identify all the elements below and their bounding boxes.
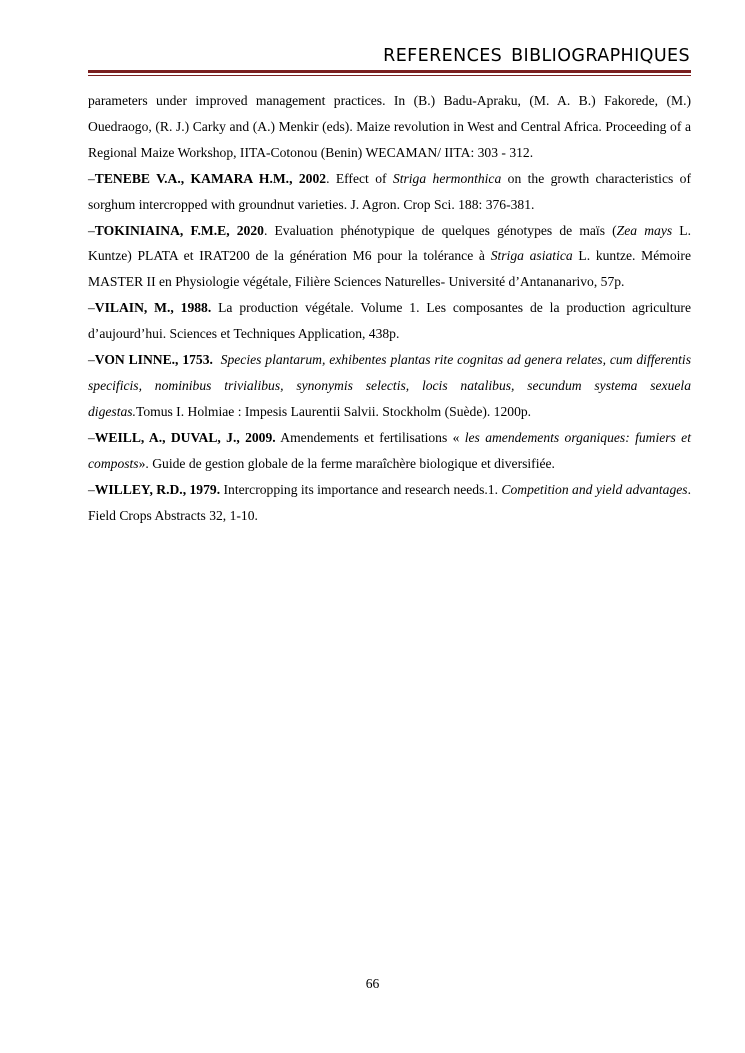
reference-author: VILAIN, M., 1988.	[94, 300, 212, 316]
reference-author: WEILL, A., DUVAL, J., 2009.	[94, 429, 276, 445]
reference-text: L. Kuntze) PLATA et IRAT200 de la génération M6 pour la tolérance à	[88, 222, 692, 264]
reference-text: Intercropping its importance and research needs.1.	[220, 481, 502, 497]
reference-italic: Competition and yield advantages	[501, 481, 688, 497]
reference-text: La production végétale. Volume 1. Les composantes de la production agriculture d’aujourd’hui. Sciences et Techniques Application, 438p.	[88, 300, 691, 342]
reference-dash: –	[88, 352, 95, 368]
reference-dash: –	[88, 429, 95, 445]
reference-italic: Striga asiatica	[490, 248, 573, 264]
reference-text: . Effect of	[326, 170, 393, 186]
reference-dash: –	[88, 170, 95, 186]
header-rule-thick	[88, 70, 691, 73]
reference-entry	[88, 477, 691, 529]
reference-text: on the growth characteristics of sorghum intercropped with groundnut varieties. J. Agron. Crop Sci. 188: 376-381.	[88, 170, 691, 212]
reference-text: . Field Crops Abstracts 32, 1-10.	[88, 481, 691, 523]
reference-text: . Evaluation phénotypique de quelques génotypes de maïs (	[263, 222, 617, 238]
reference-entry	[88, 218, 691, 296]
reference-italic: Species plantarum, exhibentes plantas rite cognitas ad genera relates, cum differentis specificis, nominibus trivialibus, synonymis selectis, locis natalibus, secundum systema sexuela digestas.	[88, 352, 692, 419]
reference-entry	[88, 425, 691, 477]
reference-list	[88, 88, 691, 528]
reference-author: TOKINIAINA, F.M.E, 2020	[94, 222, 264, 238]
reference-text: L. kuntze. Mémoire MASTER II en Physiologie végétale, Filière Sciences Naturelles- Université d’Antananarivo, 57p.	[88, 248, 691, 290]
reference-dash: –	[88, 222, 95, 238]
reference-entry	[88, 295, 691, 347]
reference-italic: les amendements organiques: fumiers et composts	[88, 429, 691, 471]
reference-italic: Zea mays	[616, 222, 673, 238]
header-rule-thin	[88, 75, 691, 76]
reference-continuation: parameters under improved management practices. In (B.) Badu-Apraku, (M. A. B.) Fakorede, (M.) Ouedraogo, (R. J.) Carky and (A.) Menkir (eds). Maize revolution in West and Central Africa. Proceeding of a Regional Maize Workshop, IITA-Cotonou (Benin) WECAMAN/ IITA: 303 - 312.	[88, 93, 691, 160]
header-title: REFERENCES BIBLIOGRAPHIQUES	[383, 46, 690, 66]
reference-text: Tomus I. Holmiae : Impesis Laurentii Salvii. Stockholm (Suède). 1200p.	[135, 403, 532, 419]
reference-text: ». Guide de gestion globale de la ferme maraîchère biologique et diversifiée.	[138, 455, 555, 471]
page-number: 66	[365, 976, 380, 991]
reference-text	[213, 352, 221, 367]
reference-italic: Striga hermonthica	[392, 170, 502, 186]
reference-author: VON LINNE., 1753.	[94, 352, 213, 368]
reference-author: TENEBE V.A., KAMARA H.M., 2002	[94, 170, 327, 186]
reference-text: Amendements et fertilisations «	[275, 429, 465, 445]
reference-dash: –	[88, 300, 95, 316]
reference-author: WILLEY, R.D., 1979.	[94, 481, 221, 497]
reference-entry	[88, 166, 691, 218]
reference-entry	[88, 347, 691, 425]
reference-dash: –	[88, 481, 95, 497]
